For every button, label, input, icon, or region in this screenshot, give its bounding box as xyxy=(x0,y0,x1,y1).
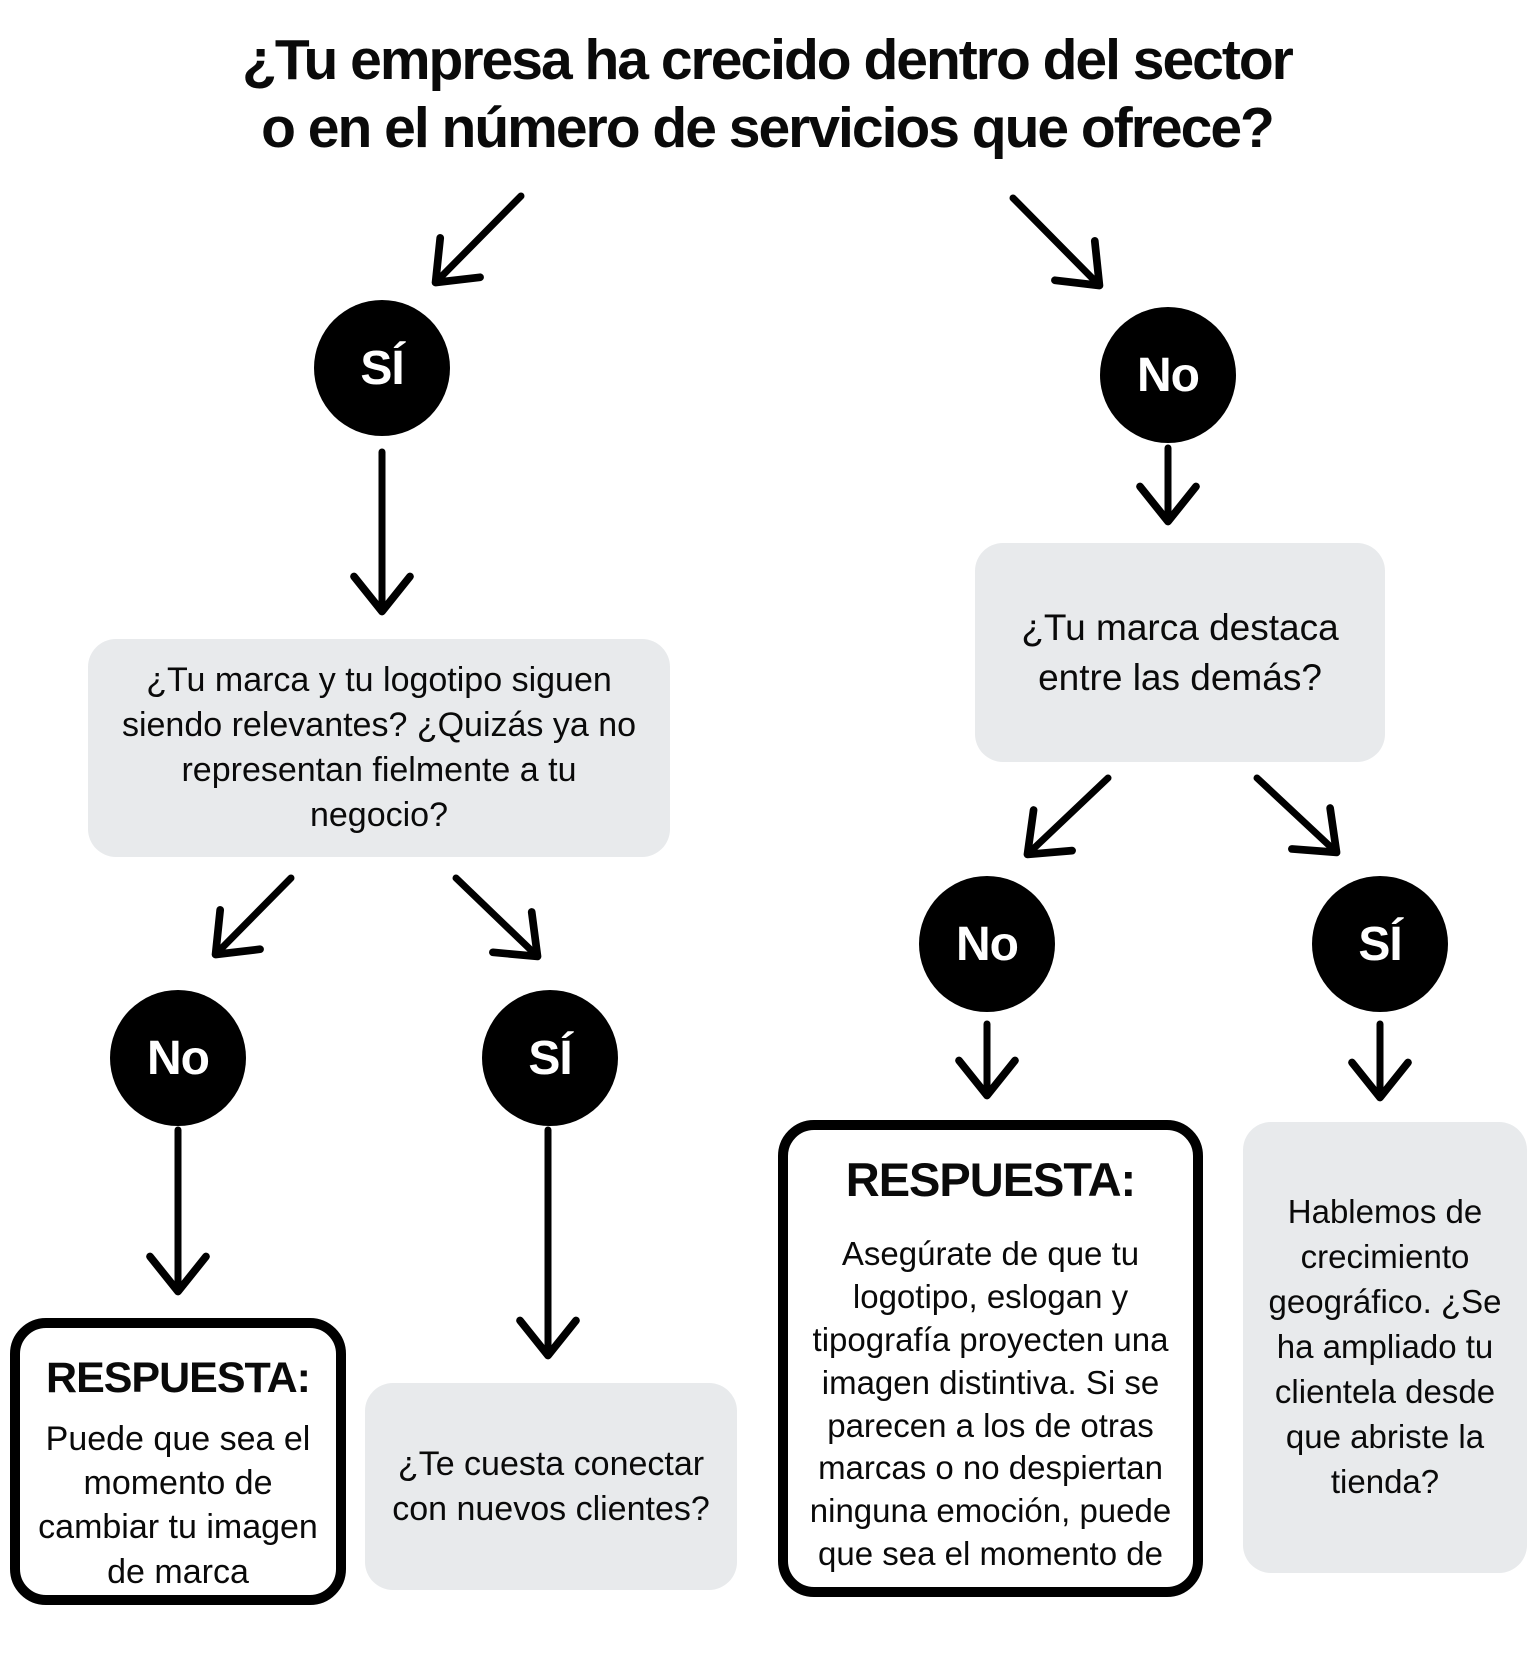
node-no-level2-right-label: No xyxy=(956,917,1018,971)
answer-box-distinctive xyxy=(778,1120,1203,1597)
node-no-level1 xyxy=(1100,307,1236,443)
node-no-level1-label: No xyxy=(1137,348,1199,402)
node-yes-level1-label: SÍ xyxy=(360,341,404,395)
node-yes-level2-right xyxy=(1312,876,1448,1012)
node-no-level2-right xyxy=(919,876,1055,1012)
arrow-question-brand-logo-to-yes2 xyxy=(456,878,535,954)
node-yes-level2-right-label: SÍ xyxy=(1358,917,1402,971)
node-no-level2-left xyxy=(110,990,246,1126)
question-box-geographic-growth xyxy=(1243,1122,1527,1573)
answer-rebrand-heading: RESPUESTA: xyxy=(46,1354,310,1402)
node-no-level2-left-label: No xyxy=(147,1031,209,1085)
question-box-brand-stand-out xyxy=(975,543,1385,762)
answer-distinctive-heading: RESPUESTA: xyxy=(845,1153,1136,1206)
arrow-question-brand-logo-to-no2 xyxy=(218,878,291,952)
page-title-line-2: o en el número de servicios que ofrece? xyxy=(261,96,1273,161)
question-connect-clients-text: ¿Te cuesta conectar con nuevos clientes? xyxy=(392,1444,710,1528)
question-box-connect-clients xyxy=(365,1383,737,1590)
arrow-title-to-yes1 xyxy=(438,196,521,280)
question-geographic-growth-text: Hablemos de crecimiento geográfico. ¿Se ha ampliado tu clientela desde que abriste la tienda? xyxy=(1268,1193,1502,1500)
question-brand-logo-text: ¿Tu marca y tu logotipo siguen siendo relevantes? ¿Quizás ya no representan fielmente a tu negocio? xyxy=(121,661,637,834)
page-title-line-1: ¿Tu empresa ha crecido dentro del sector xyxy=(242,28,1292,92)
arrow-title-to-no1 xyxy=(1013,198,1097,283)
question-box-brand-logo xyxy=(88,639,670,857)
answer-box-rebrand xyxy=(10,1318,346,1605)
page-title xyxy=(0,26,1534,163)
arrow-question-brand-stand-out-to-no3 xyxy=(1030,778,1108,852)
question-brand-stand-out-text: ¿Tu marca destaca entre las demás? xyxy=(1021,606,1339,698)
node-yes-level2-left-label: SÍ xyxy=(528,1031,572,1085)
node-yes-level1 xyxy=(314,300,450,436)
node-yes-level2-left xyxy=(482,990,618,1126)
arrow-question-brand-stand-out-to-yes3 xyxy=(1257,778,1334,850)
answer-rebrand-body: Puede que sea el momento de cambiar tu imagen de marca xyxy=(38,1420,318,1591)
answer-distinctive-body: Asegúrate de que tu logotipo, eslogan y tipografía proyecten una imagen distintiva. Si se parecen a los de otras marcas o no despiertan ninguna emoción, puede que sea el momento de xyxy=(809,1235,1172,1573)
